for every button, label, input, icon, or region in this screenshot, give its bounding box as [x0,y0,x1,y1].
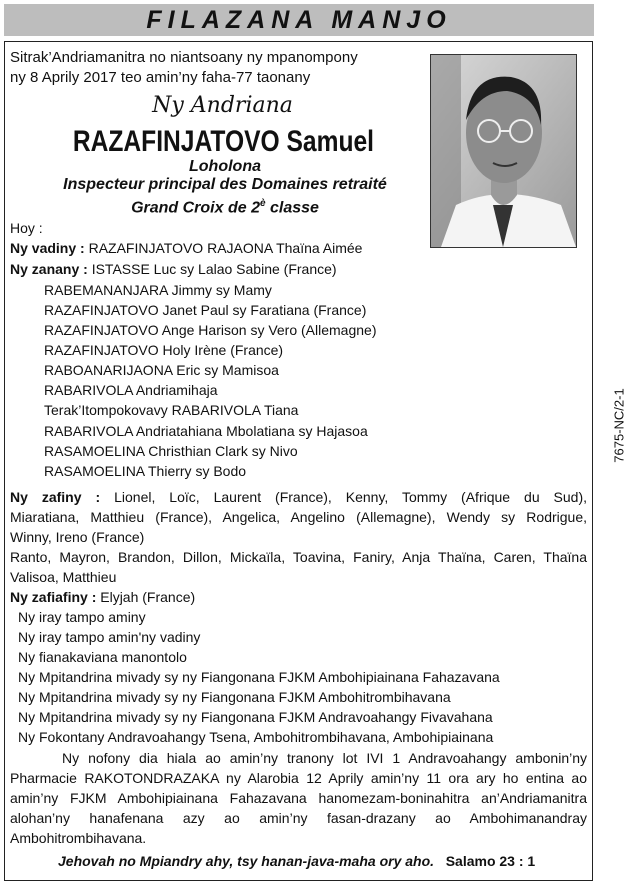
zanany-line [10,261,337,277]
vadiny-text: RAZAFINJATOVO RAJAONA Thaïna Aimée [84,240,363,256]
zafiafiny-text: Elyjah (France) [96,589,196,605]
other-mourner: Ny Mpitandrina mivady sy ny Fiangonana FJKM Andravoahangy Fivavahana [18,709,493,725]
zanany-label: Ny zanany : [10,261,88,277]
zafiny-label: Ny zafiny : [10,489,101,505]
other-mourner: Ny Mpitandrina mivady sy ny Fiangonana FJKM Ambohitrombihavana [18,689,451,705]
notice-title: FILAZANA MANJO [4,4,594,36]
closing-line-5: Ambohitrombihavana. [10,830,147,846]
intro-line-1: Sitrak’Andriamanitra no niantsoany ny mpanompony [10,49,358,66]
intro-line-2: ny 8 Aprily 2017 teo amin’ny faha-77 taonany [10,69,311,86]
zafiny-text-1: Lionel, Loïc, Laurent (France), Kenny, Tommy (Afrique du Sud), [114,489,588,505]
other-mourner: Ny Fokontany Andravoahangy Tsena, Ambohitrombihavana, Ambohipiainana [18,729,494,745]
zanany-item: RASAMOELINA Thierry sy Bodo [44,463,247,479]
zanany-item: RAZAFINJATOVO Ange Harison sy Vero (Allemagne) [44,322,377,338]
verse-text: Jehovah no Mpiandry ahy, tsy hanan-java-maha ory aho. [58,853,435,869]
closing-line-1: Ny nofony dia hiala ao amin’ny tranony lot IVI 1 Andravoahangy ambonin’ny [62,750,587,766]
zafiafiny-line [10,589,195,605]
bible-verse [58,853,535,869]
zafiny-line-5: Valisoa, Matthieu [10,569,117,585]
deceased-role-2: Inspecteur principal des Domaines retraité [63,176,387,193]
role-3-sup: è [259,198,266,209]
other-mourner: Ny fianakaviana manontolo [18,649,187,665]
vadiny-line [10,240,362,256]
zanany-item: RAZAFINJATOVO Holy Irène (France) [44,342,284,358]
other-mourner: Ny iray tampo amin'ny vadiny [18,629,201,645]
zanany-item: Terak’Itompokovavy RABARIVOLA Tiana [44,402,299,418]
deceased-prefix: Ny Andriana [152,93,293,118]
zafiny-line-4: Ranto, Mayron, Brandon, Dillon, Mickaïla, Toavina, Faniry, Anja Thaïna, Caren, Thaïna [10,549,587,565]
zanany-item: RABEMANANJARA Jimmy sy Mamy [44,282,272,298]
zanany-first: ISTASSE Luc sy Lalao Sabine (France) [87,261,337,277]
vadiny-label: Ny vadiny : [10,240,85,256]
reference-code: 7675-NC/2-1 [611,388,627,463]
zafiafiny-label: Ny zafiafiny : [10,589,97,605]
zanany-item: RAZAFINJATOVO Janet Paul sy Faratiana (France) [44,302,367,318]
verse-ref: Salamo 23 : 1 [445,853,536,869]
role-3-main: Grand Croix de 2 [131,199,260,217]
deceased-role-3 [90,195,360,216]
closing-line-3: amin’ny FJKM Ambohipiainana Fahazavana hanomezam-boninahitra an’Andriamanitra [10,790,587,806]
zafiny-line-2: Miaratiana, Matthieu (France), Angelica, Angelino (Allemagne), Wendy sy Rodrigue, [10,509,587,525]
role-3-end: classe [265,199,319,217]
zanany-item: RABARIVOLA Andriamihaja [44,382,218,398]
deceased-name: RAZAFINJATOVO Samuel [72,125,375,158]
other-mourner: Ny iray tampo aminy [18,609,146,625]
zafiny-line-3: Winny, Ireno (France) [10,529,145,545]
deceased-photo [430,54,577,248]
other-mourner: Ny Mpitandrina mivady sy ny Fiangonana FJKM Ambohipiainana Fahazavana [18,669,500,685]
hoy-label: Hoy : [10,220,43,236]
zafiny-line-1 [10,489,587,505]
closing-line-2: Pharmacie RAKOTONDRAZAKA ny Alarobia 12 Aprily amin’ny 11 ora ary ho entina ao [10,770,587,786]
portrait-image [431,55,576,247]
zanany-item: RABOANARIJAONA Eric sy Mamisoa [44,362,279,378]
deceased-role-1: Loholona [189,158,261,175]
closing-line-4: alohan’ny hanafenana azy ao amin’ny fasan-drazany ao Ambohimanandray [10,810,587,826]
zanany-item: RABARIVOLA Andriatahiana Mbolatiana sy Hajasoa [44,423,368,439]
zanany-item: RASAMOELINA Christhian Clark sy Nivo [44,443,298,459]
